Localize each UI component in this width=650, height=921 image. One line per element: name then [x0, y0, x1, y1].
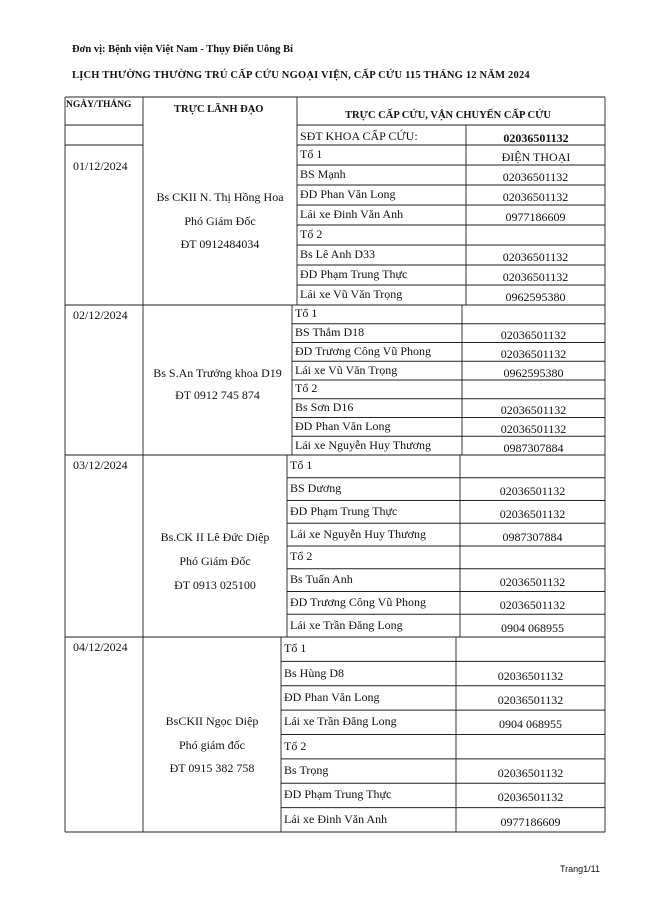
staff-name: ĐD Trương Công Vũ Phong: [295, 343, 431, 358]
staff-phone: 02036501132: [502, 190, 569, 204]
leader-line: Phó Giám Đốc: [179, 554, 251, 568]
staff-phone: 02036501132: [499, 484, 566, 499]
leader-line: Bs S.An Trưởng khoa D19: [153, 366, 282, 380]
staff-name: Lái xe Nguyễn Huy Thương: [295, 437, 431, 452]
staff-phone: 02036501132: [502, 170, 569, 184]
staff-name: ĐD Phạm Trung Thực: [290, 503, 398, 518]
staff-phone: 0977186609: [505, 210, 566, 224]
leader-line: ĐT 0912484034: [180, 237, 260, 251]
staff-name: Bs Sơn D16: [295, 400, 354, 415]
staff-name: Tổ 1: [284, 641, 307, 656]
staff-phone: 0962595380: [503, 365, 564, 380]
column-header-duty: TRỰC CẤP CỨU, VẬN CHUYỂN CẤP CỨU: [345, 110, 552, 121]
staff-name: Bs Hùng D8: [284, 665, 345, 680]
day-date: 01/12/2024: [73, 159, 128, 173]
staff-name: Bs Lê Anh D33: [300, 247, 375, 261]
leader-line: BsCKII Ngọc Diệp: [165, 714, 259, 728]
staff-phone: 0904 068955: [501, 620, 564, 635]
staff-name: Tổ 1: [295, 306, 318, 321]
page-title: LỊCH THƯỜNG THƯỜNG TRÚ CẤP CỨU NGOẠI VIỆN, CẤP CỨU 115 THÁNG 12 NĂM 2024: [72, 70, 530, 81]
leader-line: Bs.CK II Lê Đức Diệp: [160, 530, 270, 544]
staff-name: ĐD Trương Công Vũ Phong: [290, 594, 426, 609]
leader-line: Phó giám đốc: [179, 738, 245, 752]
staff-name: Lái xe Trần Đăng Long: [290, 617, 403, 632]
staff-phone: 02036501132: [500, 328, 567, 343]
staff-name: Lái xe Vũ Văn Trọng: [300, 287, 403, 301]
staff-phone: 02036501132: [497, 668, 564, 683]
column-header-leader: TRỰC LÃNH ĐẠO: [174, 104, 264, 115]
staff-name: Lái xe Vũ Văn Trọng: [295, 362, 398, 377]
staff-phone: 02036501132: [499, 506, 566, 521]
staff-name: ĐD Phan Văn Long: [295, 418, 391, 433]
staff-phone: 02036501132: [502, 250, 569, 264]
staff-name: ĐD Phan Văn Long: [284, 689, 380, 704]
staff-phone: 02036501132: [497, 766, 564, 781]
staff-name: Tổ 1: [300, 147, 323, 161]
leader-line: Bs CKII N. Thị Hồng Hoa: [156, 190, 284, 204]
staff-phone: 0904 068955: [499, 717, 562, 732]
phone-column-header: ĐIỆN THOẠI: [501, 150, 571, 164]
staff-name: BS Thắm D18: [295, 325, 365, 340]
staff-phone: 02036501132: [497, 692, 564, 707]
staff-phone: 02036501132: [502, 270, 569, 284]
staff-phone: 02036501132: [497, 790, 564, 805]
staff-name: Tổ 2: [300, 227, 323, 241]
staff-name: Lái xe Đinh Văn Anh: [300, 207, 404, 221]
leader-line: ĐT 0915 382 758: [169, 761, 255, 775]
staff-phone: 0987307884: [502, 529, 563, 544]
staff-phone: 02036501132: [500, 421, 567, 436]
leader-line: ĐT 0913 025100: [174, 578, 256, 592]
column-header-date: NGÀY/THÁNG: [66, 100, 132, 110]
staff-name: ĐD Phan Văn Long: [300, 187, 396, 201]
day-date: 03/12/2024: [73, 458, 128, 472]
emergency-phone-label: SĐT KHOA CẤP CỨU:: [300, 129, 418, 143]
staff-name: BS Mạnh: [300, 167, 346, 181]
staff-phone: 0987307884: [503, 440, 564, 455]
staff-phone: 02036501132: [500, 403, 567, 418]
emergency-phone-number: 02036501132: [503, 131, 569, 145]
leader-line: Phó Giám Đốc: [184, 214, 256, 228]
staff-phone: 0977186609: [500, 814, 561, 829]
staff-name: Tổ 2: [284, 738, 307, 753]
day-date: 02/12/2024: [73, 308, 128, 322]
leader-line: ĐT 0912 745 874: [175, 388, 260, 402]
staff-phone: 02036501132: [499, 575, 566, 590]
staff-name: Tổ 2: [295, 381, 318, 396]
staff-name: Lái xe Trần Đăng Long: [284, 714, 397, 729]
staff-name: ĐD Phạm Trung Thực: [284, 787, 392, 802]
staff-phone: 02036501132: [500, 346, 567, 361]
staff-name: ĐD Phạm Trung Thực: [300, 267, 408, 281]
staff-name: Bs Trọng: [284, 763, 329, 778]
staff-name: Lái xe Đinh Văn Anh: [284, 811, 388, 826]
staff-name: Tổ 1: [290, 458, 313, 473]
staff-phone: 02036501132: [499, 597, 566, 612]
page-number: Trang1/11: [560, 864, 601, 874]
day-date: 04/12/2024: [73, 640, 128, 654]
unit-name: Đơn vị: Bệnh viện Việt Nam - Thụy Điển Uông Bí: [72, 44, 293, 55]
staff-name: Bs Tuấn Anh: [290, 572, 353, 587]
staff-name: BS Dương: [290, 481, 342, 496]
staff-name: Lái xe Nguyễn Huy Thương: [290, 526, 426, 541]
staff-name: Tổ 2: [290, 549, 313, 564]
staff-phone: 0962595380: [505, 290, 566, 304]
